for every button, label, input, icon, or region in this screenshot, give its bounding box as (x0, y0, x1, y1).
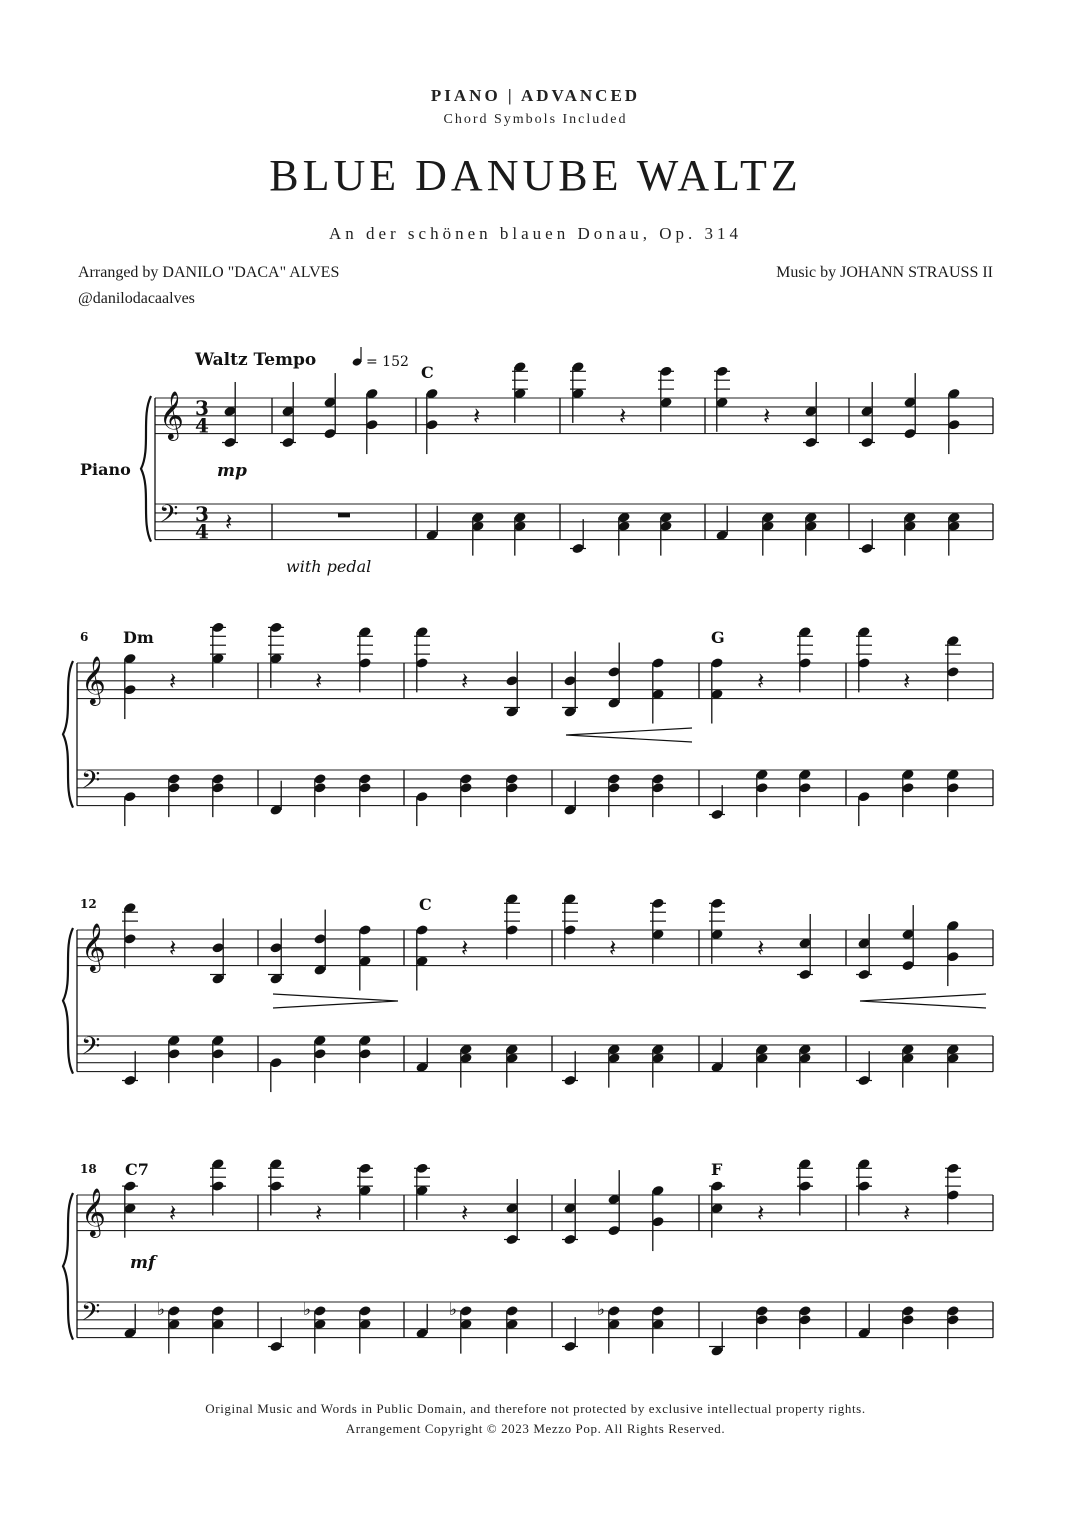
chord-note-group (562, 1317, 578, 1352)
chord-note-group (709, 1180, 725, 1238)
quarter-rest: 𝄽 (461, 1198, 469, 1227)
measure-number: 18 (80, 1162, 97, 1176)
chord-note-group (856, 626, 872, 692)
chord-note-group (323, 373, 336, 439)
chord-note-group (761, 511, 774, 555)
tempo-marking: Waltz Tempo (195, 350, 317, 370)
chord-note-group (358, 773, 371, 817)
chord-note-group (303, 1300, 327, 1354)
chord-note-group (714, 365, 730, 431)
quarter-rest: 𝄽 (757, 933, 765, 962)
measure-15 (562, 893, 666, 1088)
chord-note-group (268, 622, 284, 688)
measure-2 (280, 373, 379, 517)
chord-note-group (903, 373, 916, 439)
chord-note-group (211, 773, 224, 817)
chord-symbol: C (421, 363, 434, 382)
treble-clef-icon: 𝄞 (81, 1187, 106, 1237)
brace (63, 928, 73, 1074)
treble-clef-icon: 𝄞 (159, 390, 184, 440)
metronome-value: = 152 (366, 354, 409, 370)
song-title: BLUE DANUBE WALTZ (269, 151, 802, 200)
chord-note-group (122, 1051, 138, 1086)
flat-accidental: ♭ (449, 1299, 458, 1320)
chord-note-group (651, 1305, 664, 1354)
chord-note-group (651, 1043, 664, 1087)
difficulty-level: PIANO | ADVANCED (430, 86, 641, 105)
measure-13 (268, 910, 372, 1093)
whole-rest (338, 513, 350, 517)
chord-note-group (710, 657, 723, 723)
system-1 (80, 361, 993, 576)
chord-note-group (797, 914, 813, 980)
dynamic-marking: mf (130, 1253, 156, 1273)
chord-note-group (415, 1038, 428, 1073)
chord-note-group (210, 918, 226, 984)
chord-note-group (715, 506, 728, 541)
chord-note-group (903, 511, 916, 555)
chord-note-group (651, 657, 664, 723)
chord-note-group (857, 791, 870, 826)
chord-note-group (798, 769, 811, 818)
measure-21 (562, 1170, 665, 1354)
chord-note-group (268, 918, 284, 984)
quarter-rest: 𝄽 (461, 933, 469, 962)
arranger-handle: @danilodacaalves (78, 290, 195, 307)
composer-credit: Music by JOHANN STRAUSS II (776, 264, 993, 281)
chord-note-group (269, 1057, 282, 1092)
quarter-rest: 𝄽 (315, 666, 323, 695)
chord-note-group (210, 1158, 226, 1216)
chord-note-group (157, 1300, 181, 1354)
chord-symbol: C7 (125, 1160, 149, 1179)
measure-8 (414, 626, 520, 826)
diminuendo-hairpin (273, 994, 398, 1008)
chord-note-group (415, 1304, 428, 1339)
chord-note-group (268, 1317, 284, 1352)
chord-note-group (797, 1158, 813, 1216)
quarter-rest: 𝄽 (609, 933, 617, 962)
system-4 (63, 1158, 993, 1357)
chord-note-group (945, 1162, 961, 1224)
chord-note-group (459, 1043, 472, 1087)
chord-note-group (210, 622, 226, 688)
measure-5 (714, 365, 819, 555)
measure-20 (414, 1162, 520, 1353)
pedal-instruction: with pedal (286, 557, 372, 576)
chord-note-group (755, 1043, 768, 1087)
quarter-rest: 𝄽 (461, 666, 469, 695)
chord-note-group (471, 511, 484, 555)
chord-note-group (357, 1162, 373, 1220)
chord-note-group (504, 893, 520, 959)
chord-note-group (563, 781, 576, 816)
chord-note-group (946, 1043, 959, 1087)
measure-number: 6 (80, 630, 89, 644)
chord-note-group (901, 769, 914, 818)
chord-note-group (607, 1170, 620, 1236)
brace (63, 661, 73, 808)
chord-note-group (804, 511, 817, 555)
chord-note-group (562, 893, 578, 959)
measure-14 (415, 893, 520, 1088)
chord-note-group (617, 511, 630, 555)
chord-note-group (856, 1158, 872, 1216)
chord-note-group (597, 1300, 621, 1354)
measure-16 (709, 897, 813, 1087)
measure-19 (268, 1158, 373, 1354)
measure-4 (570, 361, 674, 556)
chord-note-group (459, 773, 472, 817)
crescendo-hairpin (860, 994, 986, 1008)
chord-note-group (570, 519, 586, 554)
chord-note-group (562, 1051, 578, 1086)
chord-note-group (709, 897, 725, 963)
flat-accidental: ♭ (157, 1299, 166, 1320)
chord-note-group (901, 905, 914, 971)
chord-note-group (607, 1043, 620, 1087)
chord-note-group (313, 1035, 326, 1084)
chord-note-group (358, 924, 371, 990)
quarter-rest: 𝄽 (619, 401, 627, 430)
chord-note-group (122, 902, 138, 968)
chord-note-group (122, 1180, 138, 1238)
chord-note-group (415, 791, 428, 826)
chord-note-group (803, 382, 819, 448)
flat-accidental: ♭ (303, 1299, 312, 1320)
chord-note-group (513, 511, 526, 555)
song-subtitle: An der schönen blauen Donau, Op. 314 (328, 224, 743, 243)
chord-symbol: G (711, 628, 725, 647)
measure-23 (856, 1158, 961, 1349)
treble-clef-icon: 𝄞 (81, 655, 106, 705)
measure-3 (425, 361, 528, 556)
quarter-rest: 𝄽 (763, 401, 771, 430)
chord-note-group (505, 773, 518, 817)
chord-note-group (414, 1162, 430, 1220)
copyright-footer (0, 1399, 1071, 1439)
quarter-rest: 𝄽 (757, 666, 765, 695)
chord-note-group (268, 1158, 284, 1216)
chord-note-group (856, 914, 872, 980)
chord-note-group (798, 1305, 811, 1349)
measure-6 (123, 622, 226, 827)
chord-note-group (425, 506, 438, 541)
system-2 (63, 622, 993, 827)
chord-note-group (709, 1322, 725, 1357)
chord-note-group (659, 511, 672, 555)
quarter-rest: 𝄽 (473, 401, 481, 430)
chord-note-group (358, 1305, 371, 1354)
chord-note-group (755, 1305, 768, 1349)
chord-note-group (946, 1305, 959, 1349)
arranger-credit: Arranged by DANILO "DACA" ALVES (78, 264, 340, 281)
instrument-name: Piano (80, 459, 131, 479)
bass-clef-icon: 𝄢 (159, 500, 179, 536)
chord-note-group (415, 924, 428, 990)
measure-10 (709, 626, 813, 820)
chord-note-group (651, 773, 664, 817)
time-signature-denominator: 4 (195, 413, 209, 438)
chord-note-group (505, 1043, 518, 1087)
quarter-rest: 𝄽 (169, 666, 177, 695)
chord-note-group (798, 1043, 811, 1087)
chord-note-group (357, 626, 373, 692)
measure-6 (859, 373, 961, 556)
chord-note-group (650, 897, 666, 963)
chord-note-group (607, 773, 620, 817)
chord-symbols-note: Chord Symbols Included (443, 112, 628, 127)
chord-note-group (358, 1035, 371, 1084)
chord-symbol: C (419, 895, 432, 914)
time-signature-numerator: 3 (195, 501, 209, 526)
dynamic-marking: mp (217, 461, 247, 481)
chord-note-group (512, 361, 528, 423)
chord-note-group (946, 769, 959, 818)
chord-note-group (504, 1179, 520, 1245)
quarter-rest: 𝄽 (903, 1198, 911, 1227)
chord-note-group (570, 361, 586, 423)
chord-note-group (123, 1304, 136, 1339)
chord-note-group (222, 382, 238, 448)
bass-clef-icon: 𝄢 (81, 1298, 101, 1334)
bass-clef-icon: 𝄢 (81, 1032, 101, 1068)
chord-note-group (709, 785, 725, 820)
chord-note-group (123, 791, 136, 826)
brace (63, 1193, 73, 1340)
chord-note-group (449, 1300, 473, 1354)
chord-note-group (211, 1035, 224, 1084)
chord-note-group (859, 519, 875, 554)
chord-symbol: Dm (123, 628, 154, 647)
chord-note-group (280, 382, 296, 448)
quarter-rest: 𝄽 (757, 1198, 765, 1227)
chord-note-group (856, 1051, 872, 1086)
chord-note-group (755, 769, 768, 818)
brace (141, 396, 151, 542)
chord-symbol: F (711, 1160, 723, 1179)
chord-note-group (901, 1043, 914, 1087)
chord-note-group (797, 626, 813, 692)
footer-public-domain-line: Original Music and Words in Public Domain, and therefore not protected by exclusive intellectual property rights. (205, 1401, 866, 1416)
measure-11 (856, 626, 961, 826)
quarter-rest: 𝄽 (169, 1198, 177, 1227)
treble-clef-icon: 𝄞 (81, 922, 106, 972)
chord-note-group (658, 365, 674, 431)
chord-note-group (562, 651, 578, 717)
chord-note-group (313, 773, 326, 817)
quarter-rest: 𝄽 (169, 933, 177, 962)
chord-note-group (504, 651, 520, 717)
chord-note-group (710, 1038, 723, 1073)
crescendo-hairpin (566, 728, 692, 742)
chord-note-group (945, 635, 961, 701)
chord-note-group (414, 626, 430, 692)
measure-22 (709, 1158, 813, 1357)
quarter-rest: 𝄽 (903, 666, 911, 695)
chord-note-group (269, 781, 282, 816)
quarter-rest: 𝄽 (315, 1198, 323, 1227)
system-3 (63, 893, 993, 1092)
chord-note-group (901, 1305, 914, 1349)
chord-note-group (947, 511, 960, 555)
quarter-rest: 𝄽 (225, 507, 233, 536)
chord-note-group (211, 1305, 224, 1354)
measure-number: 12 (80, 897, 97, 911)
time-signature-denominator: 4 (195, 519, 209, 544)
chord-note-group (562, 1179, 578, 1245)
chord-note-group (857, 1304, 870, 1339)
footer-copyright-line: Arrangement Copyright © 2023 Mezzo Pop. All Rights Reserved. (345, 1421, 726, 1436)
flat-accidental: ♭ (597, 1299, 606, 1320)
bass-clef-icon: 𝄢 (81, 766, 101, 802)
chord-note-group (167, 1035, 180, 1084)
chord-note-group (505, 1305, 518, 1354)
chord-note-group (859, 382, 875, 448)
time-signature-numerator: 3 (195, 395, 209, 420)
chord-note-group (167, 773, 180, 817)
